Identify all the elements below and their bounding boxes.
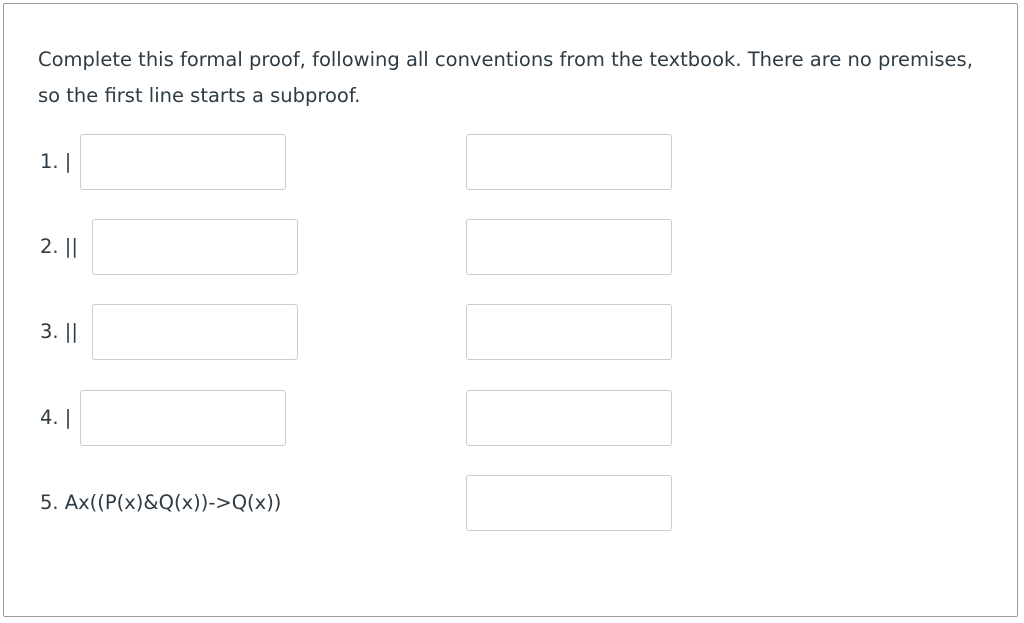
line-5-rule-input[interactable] (466, 475, 672, 531)
proof-line-1 (4, 134, 1017, 190)
line-2-label: 2. || (40, 235, 78, 258)
line-3-rule-input[interactable] (466, 304, 672, 360)
proof-line-4 (4, 390, 1017, 446)
line-4-formula-input[interactable] (80, 390, 286, 446)
line-3-formula-input[interactable] (92, 304, 298, 360)
line-1-formula-input[interactable] (80, 134, 286, 190)
question-panel (3, 3, 1018, 617)
proof-line-2 (4, 219, 1017, 275)
line-2-formula-input[interactable] (92, 219, 298, 275)
line-1-label: 1. | (40, 150, 72, 173)
line-2-rule-input[interactable] (466, 219, 672, 275)
proof-line-3 (4, 304, 1017, 360)
proof-line-5 (4, 475, 1017, 531)
line-5-label: 5. Ax((P(x)&Q(x))->Q(x)) (40, 491, 282, 514)
line-1-rule-input[interactable] (466, 134, 672, 190)
line-4-label: 4. | (40, 406, 72, 429)
line-3-label: 3. || (40, 320, 78, 343)
question-instructions: Complete this formal proof, following all conventions from the textbook. There are no premises, so the first line starts a subproof. (38, 48, 973, 107)
line-4-rule-input[interactable] (466, 390, 672, 446)
